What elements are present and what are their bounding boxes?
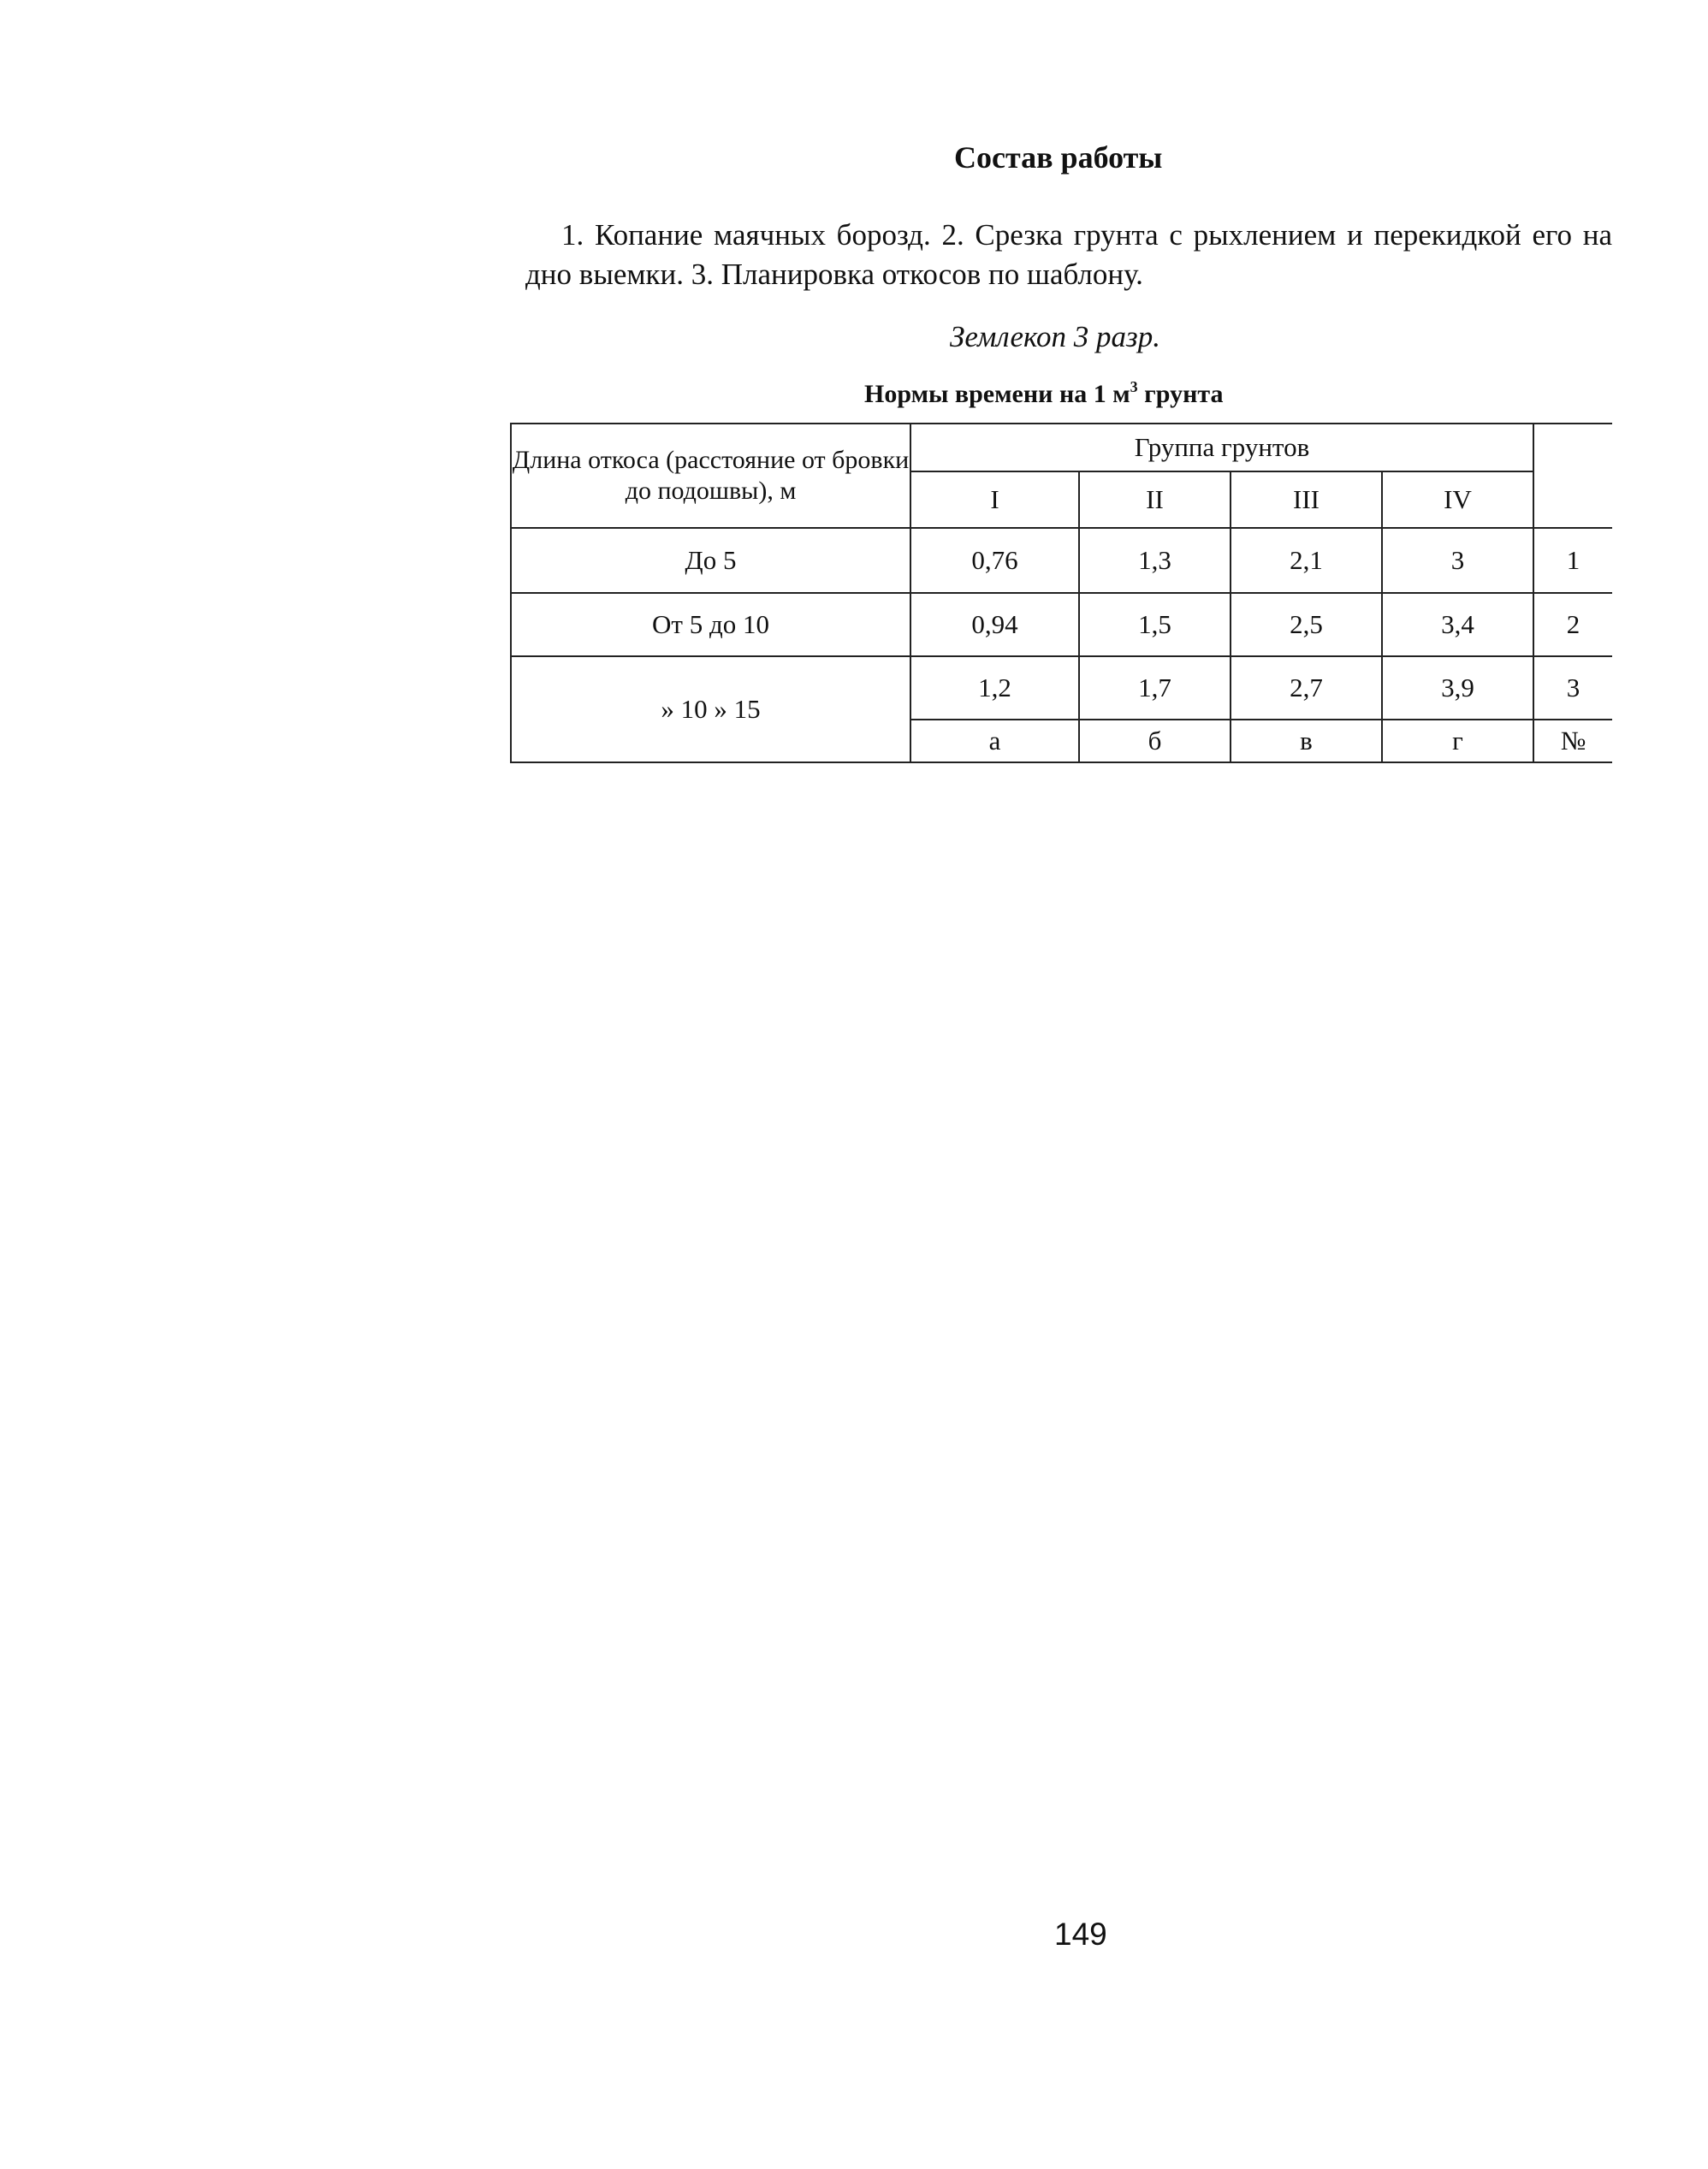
group-header-cell: I — [910, 471, 1079, 528]
row-number: 2 — [1533, 593, 1612, 656]
caption-prefix: Нормы времени на 1 м — [864, 380, 1130, 408]
table-row — [511, 528, 1612, 593]
worker-grade: Землекоп 3 разр. — [950, 320, 1160, 353]
norm-value: 1,2 — [910, 656, 1079, 720]
group-header-cell: III — [1231, 471, 1382, 528]
work-composition-text: 1. Копание маячных борозд. 2. Срезка грунта с рыхлением и перекидкой его на дно выемки. 3. Планировка откосов по шаблону. — [525, 218, 1612, 291]
norm-value: 2,7 — [1231, 656, 1382, 720]
number-symbol: № — [1533, 720, 1612, 762]
row-label: До 5 — [511, 528, 910, 593]
row-number: 3 — [1533, 656, 1612, 720]
table-row — [511, 593, 1612, 656]
table-row — [511, 656, 1612, 720]
norm-value: 1,3 — [1079, 528, 1231, 593]
column-letter: б — [1079, 720, 1231, 762]
norm-value: 1,5 — [1079, 593, 1231, 656]
norm-value: 0,94 — [910, 593, 1079, 656]
caption-superscript: 3 — [1130, 378, 1138, 395]
soil-group-header: Группа грунтов — [910, 424, 1533, 471]
time-norms-table — [510, 423, 1612, 763]
norm-value: 2,5 — [1231, 593, 1382, 656]
column-letter: г — [1382, 720, 1533, 762]
norm-value: 3 — [1382, 528, 1533, 593]
table-caption — [864, 380, 1223, 409]
section-heading: Состав работы — [954, 140, 1163, 175]
column-letter: в — [1231, 720, 1382, 762]
norm-value: 3,4 — [1382, 593, 1533, 656]
page-number: 149 — [1054, 1917, 1107, 1952]
slope-length-header: Длина откоса (расстояние от бровки до подошвы), м — [511, 424, 910, 528]
norm-value: 3,9 — [1382, 656, 1533, 720]
caption-suffix: грунта — [1137, 380, 1224, 408]
column-letter: а — [910, 720, 1079, 762]
number-header-cell — [1533, 424, 1612, 528]
group-header-cell: II — [1079, 471, 1231, 528]
norm-value: 2,1 — [1231, 528, 1382, 593]
row-label: » 10 » 15 — [511, 656, 910, 762]
row-label: От 5 до 10 — [511, 593, 910, 656]
group-header-cell: IV — [1382, 471, 1533, 528]
norm-value: 1,7 — [1079, 656, 1231, 720]
norm-value: 0,76 — [910, 528, 1079, 593]
row-number: 1 — [1533, 528, 1612, 593]
